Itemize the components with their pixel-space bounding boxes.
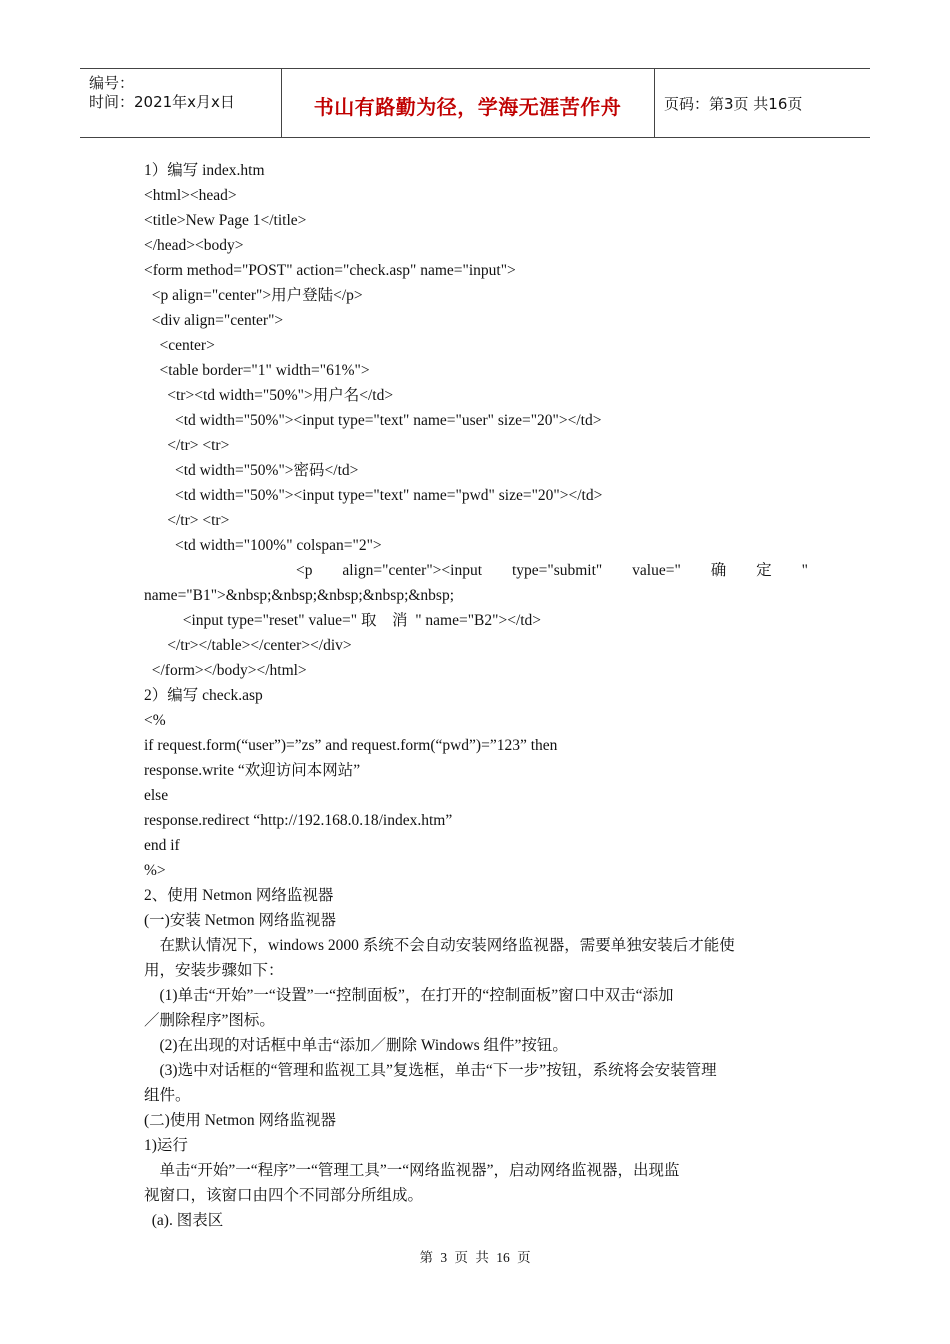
text-line: response.write “欢迎访问本网站”: [144, 762, 361, 779]
text-line: 2）编写 check.asp: [144, 687, 263, 704]
text-line: (二)使用 Netmon 网络监视器: [144, 1112, 337, 1129]
text-line: name="B1">&nbsp;&nbsp;&nbsp;&nbsp;&nbsp;: [144, 587, 455, 604]
page-header: [80, 68, 870, 138]
text-line: </tr> <tr>: [144, 512, 230, 529]
text-line: </form></body></html>: [144, 662, 307, 679]
code-token: value=": [632, 562, 681, 579]
footer-page-number: 3: [440, 1250, 448, 1265]
text-line: (3)选中对话框的“管理和监视工具”复选框，单击“下一步”按钮，系统将会安装管理: [144, 1062, 717, 1079]
text-line: <title>New Page 1</title>: [144, 212, 307, 229]
justified-code-line: [144, 558, 808, 583]
text-line: <td width="50%">密码</td>: [144, 462, 359, 479]
text-line: (1)单击“开始”一“设置”一“控制面板”，在打开的“控制面板”窗口中双击“添加: [144, 987, 674, 1004]
text-line: 单击“开始”一“程序”一“管理工具”一“网络监视器”，启动网络监视器，出现监: [144, 1162, 680, 1179]
text-line: end if: [144, 837, 180, 854]
code-token: <p: [296, 562, 313, 579]
text-line: <tr><td width="50%">用户名</td>: [144, 387, 394, 404]
text-line: ／删除程序”图标。: [144, 1012, 275, 1029]
text-line: <td width="50%"><input type="text" name="pwd" size="20"></td>: [144, 487, 603, 504]
text-line: %>: [144, 862, 166, 879]
code-token: align="center"><input: [342, 562, 483, 579]
header-left-cell: [80, 69, 282, 137]
text-line: <form method="POST" action="check.asp" name="input">: [144, 262, 516, 279]
code-token: type="submit": [511, 562, 603, 579]
text-line: if request.form(“user”)=”zs” and request.form(“pwd”)=”123” then: [144, 737, 558, 754]
code-token: 确: [710, 562, 727, 579]
text-line: <input type="reset" value=" 取 消 " name="B2"></td>: [144, 612, 542, 629]
text-line: </tr> <tr>: [144, 437, 230, 454]
footer-total-pages: 16: [496, 1250, 510, 1265]
text-line: response.redirect “http://192.168.0.18/index.htm”: [144, 812, 453, 829]
text-line: (一)安装 Netmon 网络监视器: [144, 912, 337, 929]
text-line: 在默认情况下，windows 2000 系统不会自动安装网络监视器，需要单独安装后才能使: [144, 937, 735, 954]
text-line: <%: [144, 712, 166, 729]
text-line: else: [144, 787, 169, 804]
doc-date: 时间：2021年x月x日: [89, 93, 235, 111]
text-line: </tr></table></center></div>: [144, 637, 352, 654]
text-line: 组件。: [144, 1087, 191, 1104]
code-token: 定: [756, 562, 772, 579]
doc-number-label: 编号：: [89, 74, 135, 92]
text-line: 视窗口，该窗口由四个不同部分所组成。: [144, 1187, 424, 1204]
document-body: [144, 158, 808, 1233]
text-line: <table border="1" width="61%">: [144, 362, 370, 379]
code-token: ": [801, 562, 808, 579]
footer-mid1: 页: [454, 1250, 468, 1265]
header-page-info: 页码：第3页 共16页: [664, 95, 803, 113]
text-line: <td width="100%" colspan="2">: [144, 537, 382, 554]
text-line: 2、使用 Netmon 网络监视器: [144, 887, 334, 904]
footer-prefix: 第: [419, 1250, 433, 1265]
text-line: <html><head>: [144, 187, 237, 204]
text-line: <td width="50%"><input type="text" name="user" size="20"></td>: [144, 412, 602, 429]
footer-mid2: 共: [475, 1250, 489, 1265]
text-line: <div align="center">: [144, 312, 284, 329]
text-line: (a). 图表区: [144, 1212, 224, 1229]
page-footer: [0, 1246, 950, 1266]
header-right-cell: [655, 69, 870, 137]
text-line: <p align="center">用户登陆</p>: [144, 287, 363, 304]
text-line: 用，安装步骤如下：: [144, 962, 284, 979]
text-line: 1)运行: [144, 1137, 188, 1154]
footer-suffix: 页: [517, 1250, 531, 1265]
text-line: </head><body>: [144, 237, 244, 254]
header-motto: 书山有路勤为径，学海无涯苦作舟: [313, 95, 622, 119]
text-line: 1）编写 index.htm: [144, 162, 265, 179]
text-line: (2)在出现的对话框中单击“添加／删除 Windows 组件”按钮。: [144, 1037, 568, 1054]
text-line: <center>: [144, 337, 215, 354]
header-middle-cell: [281, 69, 655, 137]
